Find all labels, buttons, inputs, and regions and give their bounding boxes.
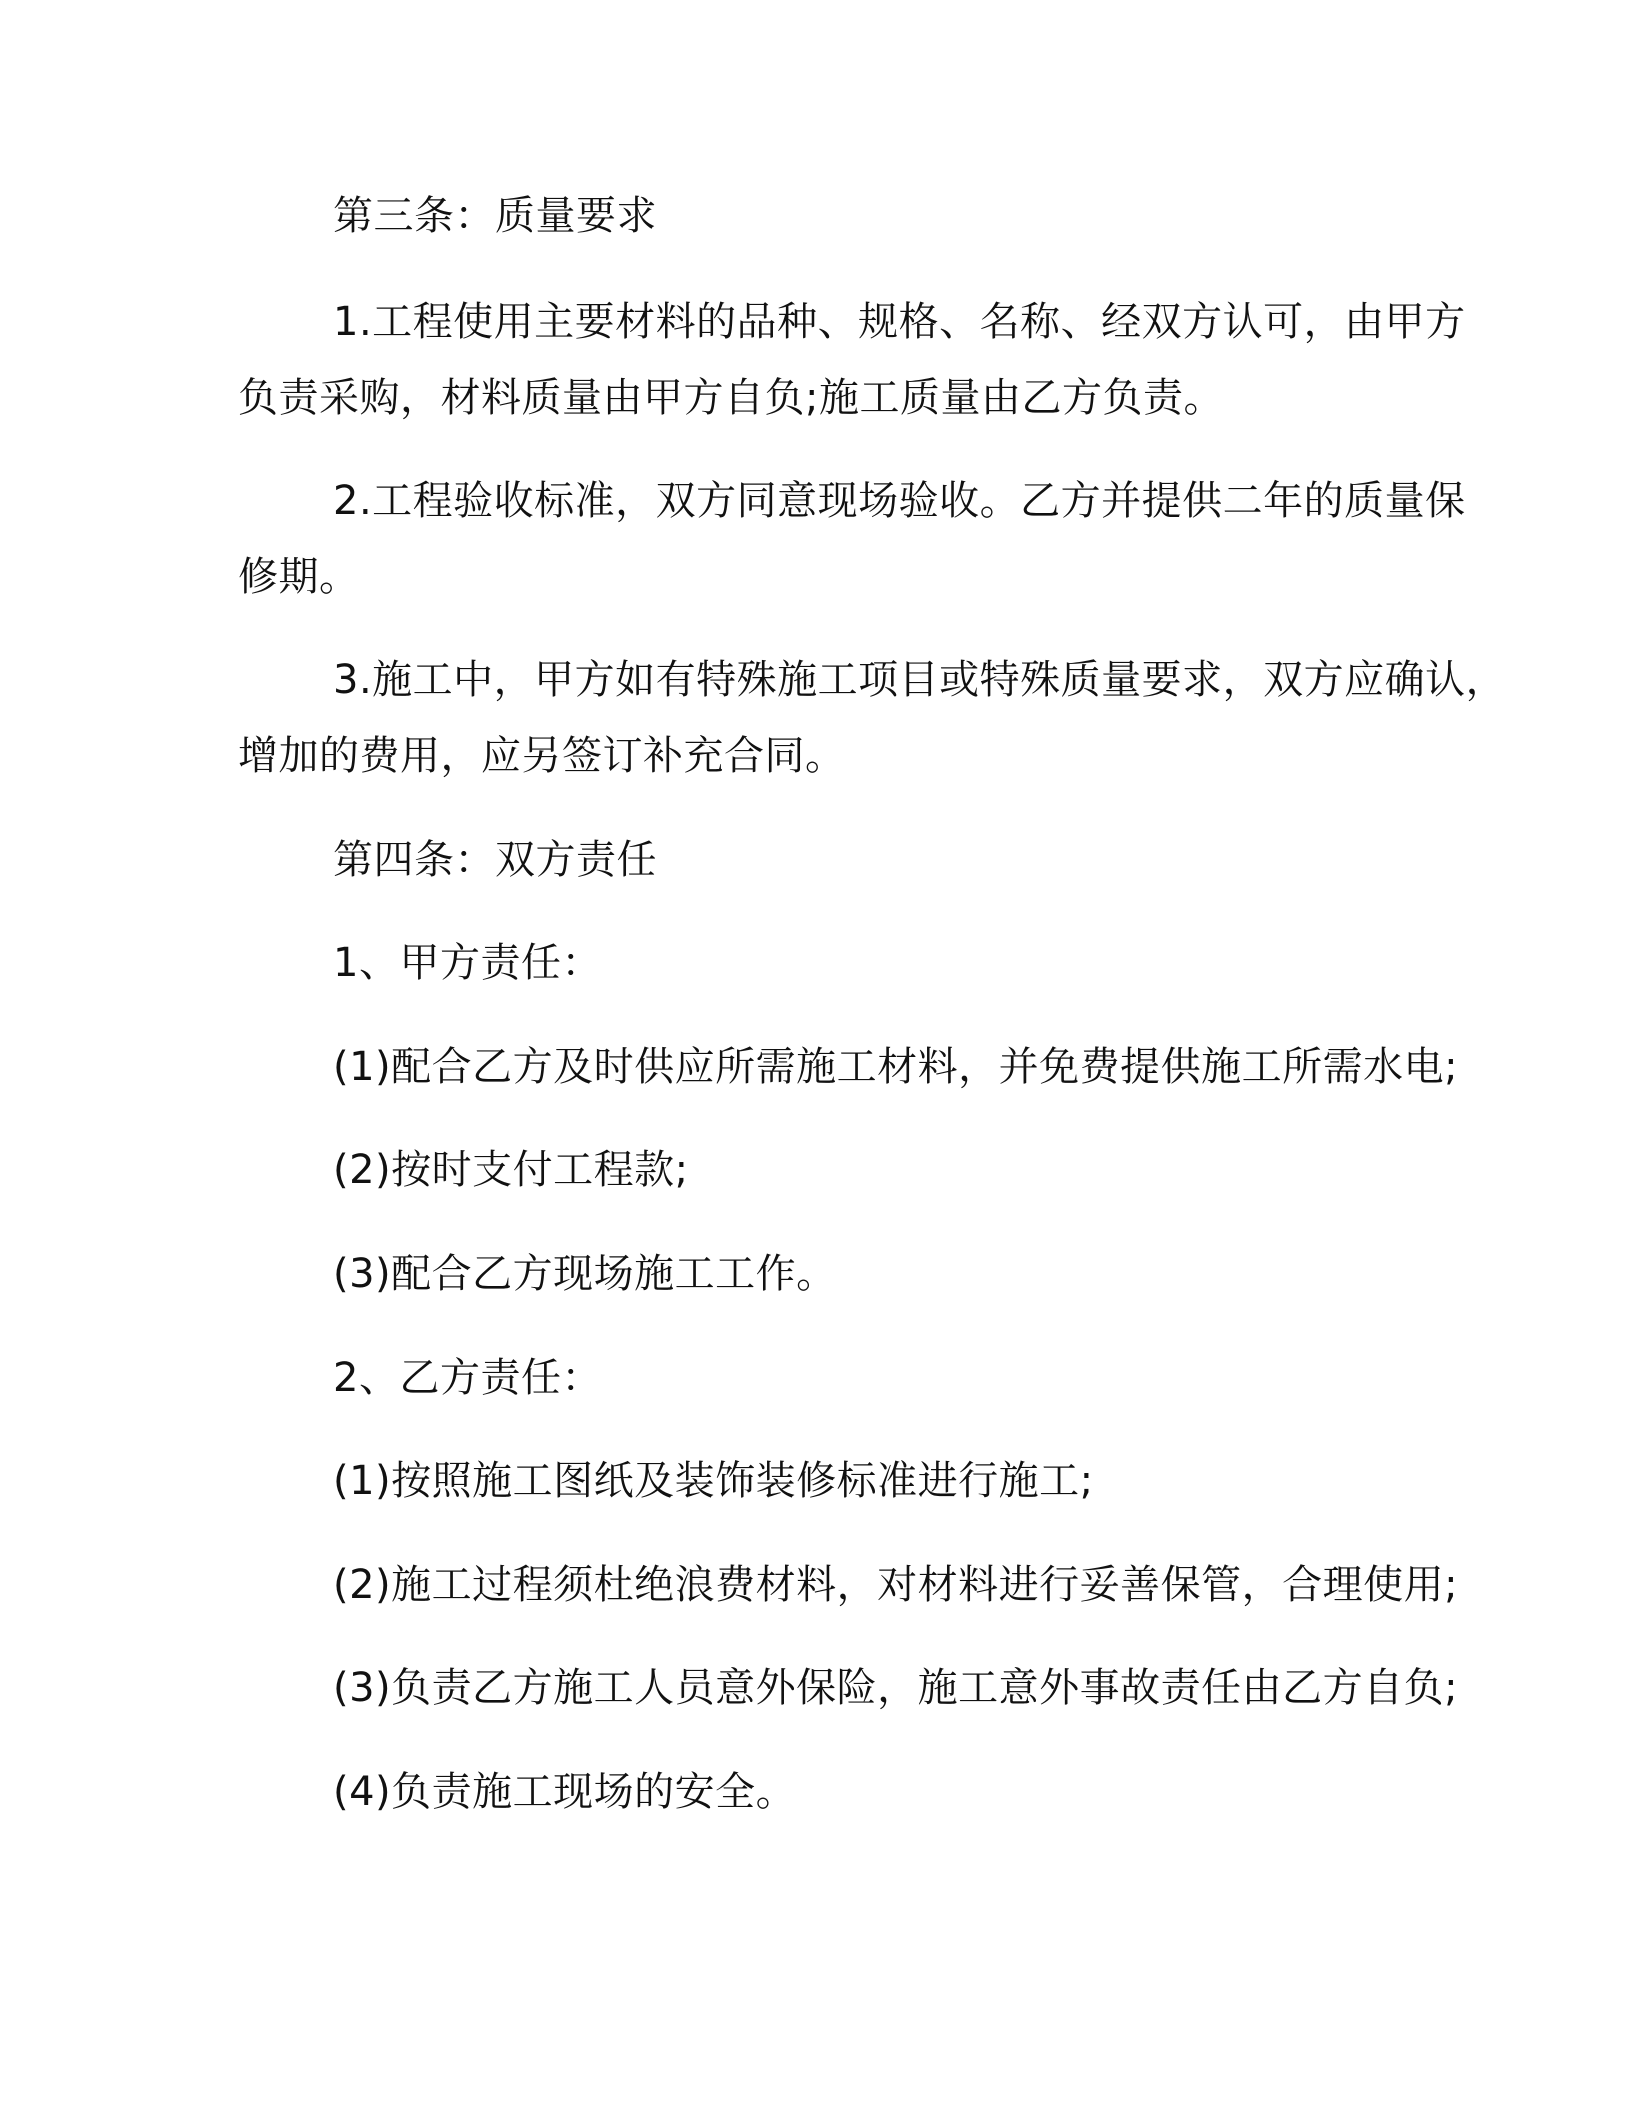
party-b-item-2: (2)施工过程须杜绝浪费材料，对材料进行妥善保管，合理使用; <box>333 1562 1459 1608</box>
article-3-item-1-line-2: 负责采购，材料质量由甲方自负;施工质量由乙方负责。 <box>238 375 1224 421</box>
party-a-title: 1、甲方责任： <box>333 940 602 986</box>
party-b-title: 2、乙方责任： <box>333 1355 602 1401</box>
party-a-item-1: (1)配合乙方及时供应所需施工材料，并免费提供施工所需水电; <box>333 1044 1459 1090</box>
party-b-item-3: (3)负责乙方施工人员意外保险，施工意外事故责任由乙方自负; <box>333 1665 1459 1711</box>
article-4-heading: 第四条：双方责任 <box>333 837 657 883</box>
party-b-item-1: (1)按照施工图纸及装饰装修标准进行施工; <box>333 1458 1094 1504</box>
article-3-item-2-line-1: 2.工程验收标准，双方同意现场验收。乙方并提供二年的质量保 <box>333 478 1466 524</box>
party-a-item-3: (3)配合乙方现场施工工作。 <box>333 1251 837 1297</box>
party-b-item-4: (4)负责施工现场的安全。 <box>333 1769 797 1815</box>
article-3-item-3-line-2: 增加的费用，应另签订补充合同。 <box>238 733 846 779</box>
article-3-item-1-line-1: 1.工程使用主要材料的品种、规格、名称、经双方认可，由甲方 <box>333 299 1466 345</box>
article-3-item-2-line-2: 修期。 <box>238 554 360 600</box>
party-a-item-2: (2)按时支付工程款; <box>333 1147 689 1193</box>
article-3-item-3-line-1: 3.施工中，甲方如有特殊施工项目或特殊质量要求，双方应确认， <box>333 657 1507 703</box>
article-3-heading: 第三条：质量要求 <box>333 193 657 239</box>
